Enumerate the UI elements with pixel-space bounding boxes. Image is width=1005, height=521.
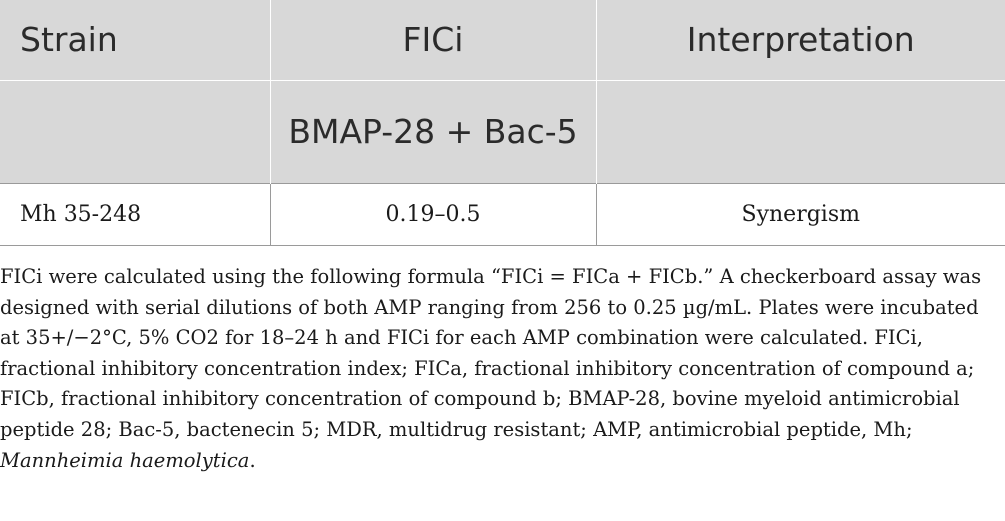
subheader-interpretation: [596, 81, 1005, 184]
fici-table: [0, 0, 1005, 246]
header-row: [0, 0, 1005, 81]
cell-fici: 0.19–0.5: [270, 184, 596, 246]
header-fici: FICi: [270, 0, 596, 81]
cell-interpretation: Synergism: [596, 184, 1005, 246]
table-footnote: [0, 262, 1000, 476]
results-table-container: [0, 0, 1005, 246]
table-body: [0, 184, 1005, 246]
table-row: [0, 184, 1005, 246]
footnote-text: FICi were calculated using the following formula “FICi = FICa + FICb.” A checkerboard assay was designed with serial dilutions of both AMP ranging from 256 to 0.25 µg/mL. Plates were incubated at 35+/−2°C, 5% CO2 for 18–24 h and FICi for each AMP combination were calculated. FICi, fractional inhibitory concentration index; FICa, fractional inhibitory concentration of compound a; FICb, fractional inhibitory concentration of compound b; BMAP-28, bovine myeloid antimicrobial peptide 28; Bac-5, bactenecin 5; MDR, multidrug resistant; AMP, antimicrobial peptide, Mh;: [0, 265, 982, 441]
cell-strain: Mh 35-248: [0, 184, 270, 246]
subheader-combination: BMAP-28 + Bac-5: [270, 81, 596, 184]
footnote-end: .: [249, 448, 256, 472]
subheader-strain: [0, 81, 270, 184]
header-strain: Strain: [0, 0, 270, 81]
footnote-species: Mannheimia haemolytica: [0, 448, 250, 472]
table-header: [0, 0, 1005, 184]
subheader-row: [0, 81, 1005, 184]
header-interpretation: Interpretation: [596, 0, 1005, 81]
